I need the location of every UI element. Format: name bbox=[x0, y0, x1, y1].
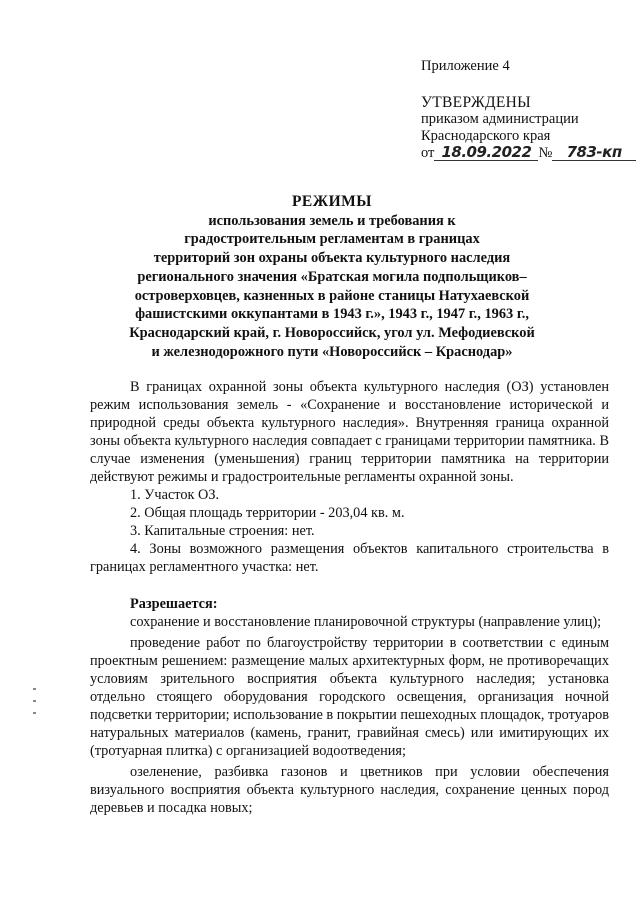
handwritten-number: 783-кп bbox=[552, 144, 636, 161]
list-item: 3. Капитальные строения: нет. bbox=[130, 523, 315, 539]
title-line: фашистскими оккупантами в 1943 г.», 1943 г., 1947 г., 1963 г., bbox=[135, 306, 529, 323]
annex-label: Приложение 4 bbox=[421, 58, 510, 74]
title-main: РЕЖИМЫ bbox=[291, 193, 373, 210]
approval-line-1: приказом администрации bbox=[421, 111, 579, 127]
list-item: 1. Участок ОЗ. bbox=[130, 487, 220, 503]
approval-stamp bbox=[421, 58, 636, 161]
approved-label: УТВЕРЖДЕНЫ bbox=[421, 93, 531, 111]
document-title bbox=[98, 193, 566, 361]
scan-margin-marks bbox=[33, 688, 45, 724]
allowed-heading: Разрешается: bbox=[130, 596, 218, 612]
approval-line-2: Краснодарского края bbox=[421, 127, 551, 144]
title-line: использования земель и требования к bbox=[208, 212, 456, 229]
order-date-number bbox=[421, 144, 636, 161]
intro-paragraph: В границах охранной зоны объекта культурного наследия (ОЗ) установлен режим использования земель - «Сохранение и восстановление исторической и природной среды объекта культурного наследия». Внутренняя граница охранной зоны объекта культурного наследия совпадает с границами территории памятника. В случае изменения (уменьшения) границ территории памятника на территории действуют режимы и градостроительные регламенты охранной зоны. bbox=[90, 379, 609, 485]
title-line: градостроительным регламентам в границах bbox=[184, 231, 480, 248]
allowed-paragraph: проведение работ по благоустройству территории в соответствии с единым проектным решением: размещение малых архитектурных форм, не противоречащих условиям зрительного восприятия объекта культурного наследия; установка отдельно стоящего оборудования городского освещения, организация ночной подсветки территории; использование в покрытии пешеходных площадок, тротуаров натуральных материалов (камень, гранит, гравийная смесь) или имитирующих их (тротуарная плитка) с организацией водоотведения; bbox=[90, 635, 609, 759]
title-line: регионального значения «Братская могила подпольщиков– bbox=[137, 268, 527, 285]
title-line: территорий зон охраны объекта культурного наследия bbox=[153, 250, 511, 267]
title-line: Краснодарский край, г. Новороссийск, угол ул. Мефодиевской bbox=[129, 324, 535, 341]
from-prefix: от bbox=[421, 144, 435, 161]
allowed-paragraph: озеленение, разбивка газонов и цветников при условии обеспечения визуального восприятия объекта культурного наследия, сохранение ценных пород деревьев и посадка новых; bbox=[90, 764, 609, 816]
scan-mark bbox=[33, 712, 36, 714]
list-item: 2. Общая площадь территории - 203,04 кв. м. bbox=[130, 505, 405, 521]
allowed-paragraph: сохранение и восстановление планировочной структуры (направление улиц); bbox=[130, 614, 602, 630]
number-sign: № bbox=[538, 144, 553, 161]
document-body bbox=[90, 378, 609, 817]
title-line: и железнодорожного пути «Новороссийск – Краснодар» bbox=[151, 343, 513, 360]
title-line: островерховцев, казненных в районе станицы Натухаевской bbox=[134, 287, 530, 304]
handwritten-date: 18.09.2022 bbox=[434, 144, 538, 161]
list-item: 4. Зоны возможного размещения объектов капитального строительства в границах регламентного участка: нет. bbox=[90, 541, 609, 575]
scan-mark bbox=[33, 688, 36, 690]
scan-mark bbox=[33, 700, 36, 702]
